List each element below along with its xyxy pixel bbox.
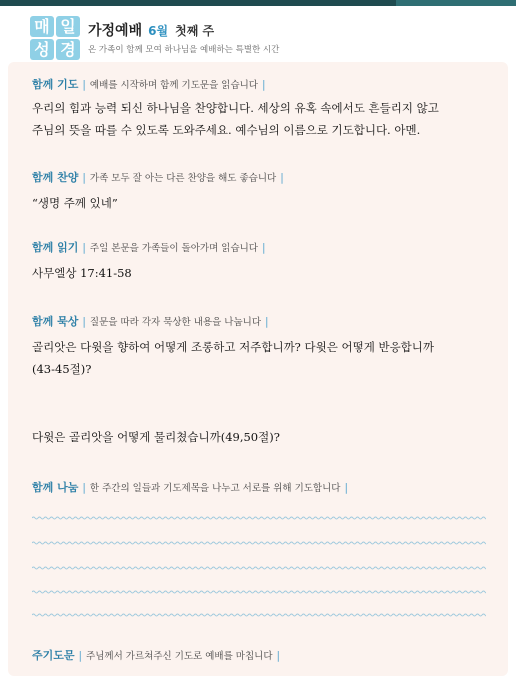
section-header bbox=[32, 480, 352, 496]
meditation-question-2: 다윗은 골리앗을 어떻게 물리쳤습니까(49,50절)? bbox=[32, 430, 280, 444]
divider: | bbox=[265, 316, 269, 328]
section-reading bbox=[32, 240, 270, 284]
meditation-question-1: 골리앗은 다윗을 향하여 어떻게 조롱하고 저주합니까? 다윗은 어떻게 반응합니까 bbox=[32, 340, 435, 354]
section-desc: 주님께서 가르쳐주신 기도로 예배를 마칩니다 bbox=[86, 651, 273, 662]
scripture-reference: 사무엘상 17:41-58 bbox=[32, 266, 132, 280]
divider: | bbox=[82, 242, 86, 254]
section-header bbox=[32, 77, 439, 93]
divider: | bbox=[261, 242, 266, 254]
section-sharing bbox=[32, 480, 352, 496]
header bbox=[0, 6, 516, 60]
divider: | bbox=[82, 316, 86, 328]
divider: | bbox=[82, 79, 86, 91]
section-label: 함께 나눔 bbox=[32, 481, 79, 494]
writing-line bbox=[32, 540, 486, 546]
month-label: 6월 bbox=[148, 24, 169, 38]
meditation-question-1-cont: (43-45절)? bbox=[32, 362, 92, 376]
section-label: 함께 기도 bbox=[32, 78, 79, 91]
writing-line bbox=[32, 515, 486, 521]
writing-line bbox=[32, 565, 486, 571]
divider: | bbox=[78, 650, 83, 662]
divider: | bbox=[276, 650, 281, 662]
divider: | bbox=[82, 172, 86, 184]
section-desc: 가족 모두 잘 아는 다른 찬양을 해도 좋습니다 bbox=[89, 173, 277, 184]
logo-char: 성 bbox=[30, 39, 54, 60]
prayer-line: 주님의 뜻을 따를 수 있도록 도와주세요. 예수님의 이름으로 기도합니다. 아멘. bbox=[32, 123, 421, 137]
week-label: 첫째 주 bbox=[175, 24, 215, 38]
section-label: 주기도문 bbox=[32, 649, 75, 662]
section-lords-prayer bbox=[32, 648, 284, 664]
section-desc: 주일 본문을 가족들이 돌아가며 읽습니다 bbox=[89, 243, 258, 254]
daily-bible-logo bbox=[30, 16, 80, 60]
section-desc: 한 주간의 일들과 기도제목을 나누고 서로를 위해 기도합니다 bbox=[89, 483, 341, 494]
section-header bbox=[32, 648, 284, 664]
section-header bbox=[32, 170, 288, 186]
divider: | bbox=[261, 79, 266, 91]
praise-song: “생명 주께 있네” bbox=[32, 196, 118, 210]
section-praise bbox=[32, 170, 288, 214]
page-title: 가정예배 bbox=[88, 23, 143, 39]
section-desc: 예배를 시작하며 함께 기도문을 읽습니다 bbox=[89, 80, 258, 91]
page-subtitle: 온 가족이 함께 모여 하나님을 예배하는 특별한 시간 bbox=[88, 45, 280, 55]
logo-char: 경 bbox=[56, 39, 80, 60]
section-desc: 질문을 따라 각자 묵상한 내용을 나눕니다 bbox=[89, 317, 261, 328]
section-label: 함께 찬양 bbox=[32, 171, 79, 184]
divider: | bbox=[344, 482, 349, 494]
section-prayer bbox=[32, 77, 439, 141]
section-meditation bbox=[32, 314, 434, 380]
section-label: 함께 묵상 bbox=[32, 315, 79, 328]
section-label: 함께 읽기 bbox=[32, 241, 79, 254]
logo-char: 매 bbox=[30, 16, 54, 37]
writing-line bbox=[32, 589, 486, 595]
section-header bbox=[32, 240, 270, 256]
title-row bbox=[88, 20, 214, 40]
divider: | bbox=[82, 482, 86, 494]
prayer-line: 우리의 힘과 능력 되신 하나님을 찬양합니다. 세상의 유혹 속에서도 흔들리지 않고 bbox=[32, 101, 439, 115]
writing-line bbox=[32, 612, 486, 618]
logo-char: 일 bbox=[56, 16, 80, 37]
divider: | bbox=[280, 172, 284, 184]
section-header bbox=[32, 314, 434, 330]
